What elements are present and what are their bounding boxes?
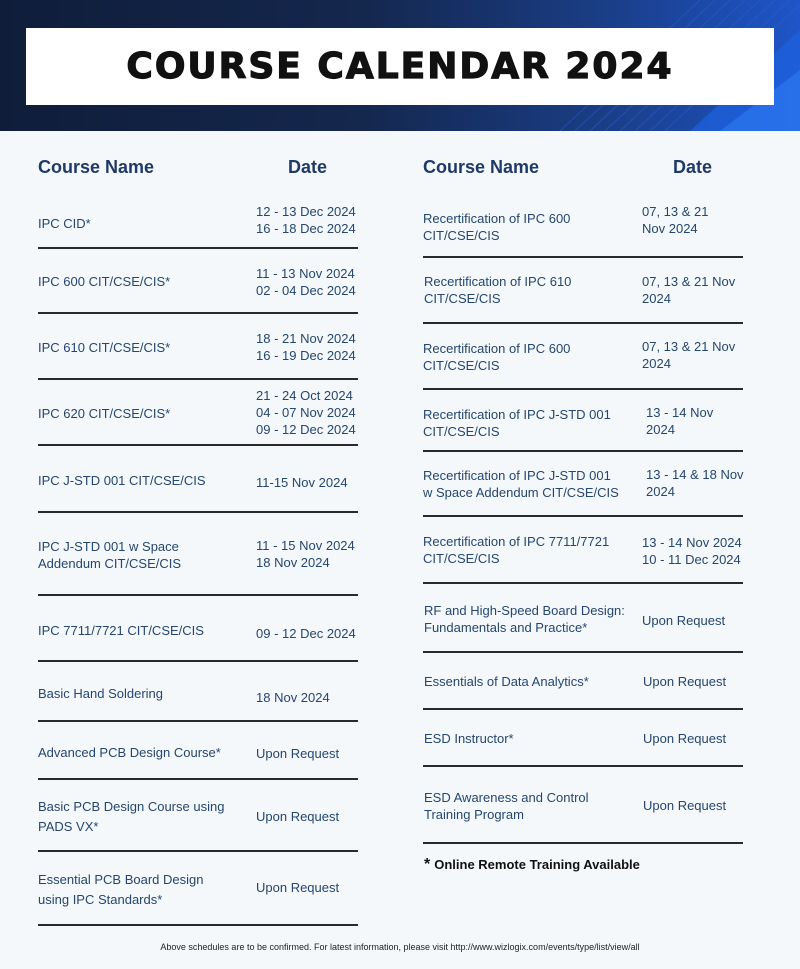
- course-date: 09 - 12 Dec 2024: [256, 626, 356, 641]
- course-name: Essential PCB Board Design using IPC Standards*: [38, 872, 204, 907]
- course-name: RF and High-Speed Board Design: Fundamentals and Practice*: [424, 603, 625, 635]
- row-divider: [38, 660, 358, 662]
- remote-training-text: Online Remote Training Available: [434, 857, 640, 872]
- row-divider: [38, 444, 358, 446]
- row-divider: [423, 322, 743, 324]
- row-divider: [423, 765, 743, 767]
- course-date: Upon Request: [643, 798, 727, 813]
- course-name: IPC J-STD 001 w Space Addendum CIT/CSE/CIS: [38, 539, 182, 571]
- row-divider: [38, 778, 358, 780]
- header-banner: [0, 0, 800, 131]
- course-date: Upon Request: [256, 746, 340, 761]
- course-date: Upon Request: [256, 880, 340, 895]
- course-date: 13 - 14 & 18 Nov 2024: [646, 467, 744, 499]
- right-course-header: Course Name: [423, 157, 540, 177]
- row-divider: [38, 594, 358, 596]
- right-date-header: Date: [673, 157, 713, 177]
- course-name: Recertification of IPC J-STD 001 CIT/CSE/CIS: [423, 407, 611, 439]
- row-divider: [38, 720, 358, 722]
- course-date: Upon Request: [642, 613, 726, 628]
- course-name: Basic Hand Soldering: [38, 686, 164, 701]
- row-divider: [38, 924, 358, 926]
- course-name: IPC 7711/7721 CIT/CSE/CIS: [38, 623, 204, 638]
- course-date: Upon Request: [643, 731, 727, 746]
- left-course-header: Course Name: [38, 157, 155, 177]
- course-date: 11-15 Nov 2024: [256, 475, 348, 490]
- course-name: IPC 600 CIT/CSE/CIS*: [38, 274, 171, 289]
- course-name: Recertification of IPC J-STD 001 w Space Addendum CIT/CSE/CIS: [423, 468, 619, 500]
- course-date: 07, 13 & 21 Nov 2024: [642, 204, 709, 236]
- course-date: Upon Request: [643, 674, 727, 689]
- course-date: Upon Request: [256, 809, 340, 824]
- asterisk-mark: *: [424, 856, 431, 873]
- course-name: IPC CID*: [38, 216, 91, 231]
- course-name: IPC 610 CIT/CSE/CIS*: [38, 340, 171, 355]
- course-date: 21 - 24 Oct 2024 04 - 07 Nov 2024 09 - 12 Dec 2024: [256, 388, 356, 437]
- course-name: Recertification of IPC 610 CIT/CSE/CIS: [424, 274, 572, 306]
- course-date: 18 - 21 Nov 2024 16 - 19 Dec 2024: [256, 331, 356, 363]
- row-divider: [423, 582, 743, 584]
- page-title: COURSE CALENDAR 2024: [126, 46, 674, 87]
- course-date: 07, 13 & 21 Nov 2024: [642, 274, 736, 306]
- row-divider: [423, 515, 743, 517]
- course-date: 11 - 13 Nov 2024 02 - 04 Dec 2024: [256, 266, 356, 298]
- row-divider: [38, 247, 358, 249]
- course-name: Recertification of IPC 7711/7721 CIT/CSE/CIS: [423, 534, 610, 566]
- footer-disclaimer: Above schedules are to be confirmed. For latest information, please visit http://www.wizlogix.com/events/type/list/view/all: [160, 942, 640, 952]
- course-name: Essentials of Data Analytics*: [424, 674, 589, 689]
- title-box: [26, 28, 774, 105]
- course-name: IPC J-STD 001 CIT/CSE/CIS: [38, 473, 206, 488]
- left-date-header: Date: [288, 157, 328, 177]
- course-name: Basic PCB Design Course using PADS VX*: [38, 799, 225, 834]
- course-name: Advanced PCB Design Course*: [38, 745, 221, 760]
- course-date: 18 Nov 2024: [256, 690, 330, 705]
- remote-training-note: [424, 856, 640, 874]
- course-name: Recertification of IPC 600 CIT/CSE/CIS: [423, 341, 571, 373]
- course-date: 12 - 13 Dec 2024 16 - 18 Dec 2024: [256, 204, 356, 236]
- course-name: ESD Awareness and Control Training Program: [424, 790, 589, 822]
- row-divider: [423, 388, 743, 390]
- row-divider: [423, 256, 743, 258]
- row-divider: [38, 850, 358, 852]
- course-date: 07, 13 & 21 Nov 2024: [642, 339, 736, 371]
- course-name: ESD Instructor*: [424, 731, 514, 746]
- course-date: 11 - 15 Nov 2024 18 Nov 2024: [256, 538, 355, 570]
- row-divider: [38, 312, 358, 314]
- course-date: 13 - 14 Nov 2024 10 - 11 Dec 2024: [642, 535, 742, 567]
- row-divider: [38, 378, 358, 380]
- course-date: 13 - 14 Nov 2024: [646, 405, 714, 437]
- row-divider: [423, 450, 743, 452]
- row-divider: [38, 511, 358, 513]
- row-divider: [423, 708, 743, 710]
- course-name: Recertification of IPC 600 CIT/CSE/CIS: [423, 211, 571, 243]
- course-name: IPC 620 CIT/CSE/CIS*: [38, 406, 171, 421]
- row-divider: [423, 651, 743, 653]
- row-divider: [423, 842, 743, 844]
